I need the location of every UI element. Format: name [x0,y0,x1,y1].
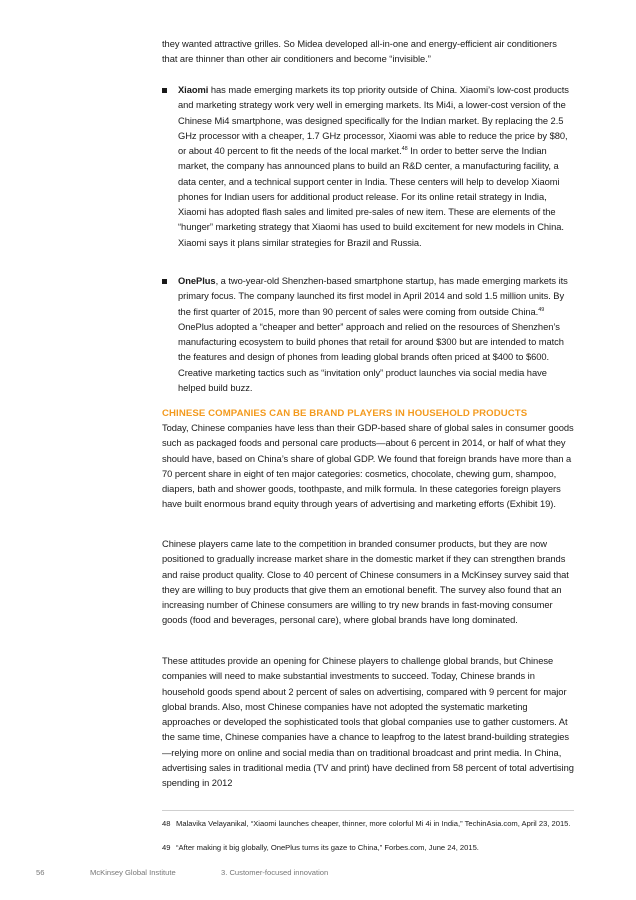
bullet-square-icon [162,88,167,93]
bullet-lead: Xiaomi [178,85,209,95]
footnote-text: “After making it big globally, OnePlus turns its gaze to China,” Forbes.com, June 24, 2015. [176,843,479,852]
bullet-body: has made emerging markets its top priority outside of China. Xiaomi’s low-cost products and marketing strategy work very well in emerging markets. Its Mi4i, a lower-cost version of the Chinese Mi4 smartphone, was designed specifically for the Indian market. By replacing the 2.5 GHz processor with a cheaper, 1.7 GHz processor, Xiaomi was able to reduce the price by $80, or about 40 percent to fit the needs of the local market. [178,85,569,156]
bullet-lead: OnePlus [178,276,216,286]
footnote-ref-49[interactable]: 49 [538,306,545,313]
bullet-square-icon [162,279,167,284]
body-paragraph-3: These attitudes provide an opening for Chinese players to challenge global brands, but Chinese companies will need to make substantial investments to succeed. Today, Chinese brands in household goods spend about 2 percent of sales on advertising, compared with 9 percent for major global brands. Also, most Chinese companies have not adopted the systematic marketing approaches or developed the sophisticated tools that global companies use to gather customers. At the same time, Chinese companies have a chance to leapfrog to the latest brand-building strategies—relying more on online and social media than on traditional broadcast and print media. In China, advertising sales in traditional media (TV and print) have declined from 58 percent of total advertising spending in 2012 [162,656,574,788]
bullet-xiaomi [162,83,574,251]
bullet-text [178,83,574,251]
page-number: 56 [36,868,45,877]
footnote-ref-48[interactable]: 48 [401,146,408,152]
continued-paragraph: they wanted attractive grilles. So Midea developed all-in-one and energy-efficient air conditioners that are thinner than other air conditioners and become “invisible.” [162,39,557,65]
footnote-number: 48 [162,819,171,828]
footnote-text: Malavika Velayanikal, “Xiaomi launches cheaper, thinner, more colorful Mi 4i in India,” TechinAsia.com, April 23, 2015. [176,819,571,828]
section-heading: CHINESE COMPANIES CAN BE BRAND PLAYERS IN HOUSEHOLD PRODUCTS [162,408,528,419]
bullet-oneplus [162,274,574,396]
footer-chapter: 3. Customer-focused innovation [221,868,329,877]
footer-publisher: McKinsey Global Institute [90,868,176,877]
footnote-49 [162,842,574,854]
bullet-body: , a two-year-old Shenzhen-based smartphone startup, has made emerging markets its primary focus. The company launched its first model in April 2014 and sold 1.5 million units. By the first quarter of 2015, more than 90 percent of sales were coming from outside China. [178,276,568,317]
bullet-text [178,274,574,396]
footnote-48 [162,818,574,830]
footnote-divider [162,810,574,811]
bullet-body-continued: In order to better serve the Indian market, the company has announced plans to build an R&D center, a manufacturing facility, a data center, and a technical support center in India. These centers will help to develop Xiaomi phones for Indian users for additional product release. For its online retail strategy in India, Xiaomi has adopted flash sales and limited pre-sales of new item. These are elements of the “hunger” marketing strategy that Xiaomi has used to build excitement for new models in China. Xiaomi says it plans similar strategies for Brazil and Russia. [178,146,564,248]
body-paragraph-2: Chinese players came late to the competition in branded consumer products, but they are now positioned to gradually increase market share in the domestic market if they can strengthen brands and raise product quality. Close to 40 percent of Chinese consumers in a McKinsey survey said that they are willing to buy products that give them an emotional benefit. The survey also found that an increasing number of Chinese consumers are willing to try new brands in fast-moving consumer goods (food and beverages, personal care), where global brands have long dominated. [162,539,569,626]
bullet-body-continued: OnePlus adopted a “cheaper and better” approach and relied on the resources of Shenzhen’s manufacturing ecosystem to build phones that retail for around $300 but are intended to match the features and design of phones from leading global brands often priced at $400 to $600. Creative marketing tactics such as “invitation only” product launches via social media have helped build buzz. [178,321,564,393]
footnote-number: 49 [162,843,171,852]
body-paragraph-1: Today, Chinese companies have less than their GDP-based share of global sales in consumer goods such as packaged foods and personal care products—about 6 percent in 2014, or half of what they should have, based on China’s share of global GDP. We found that foreign brands have more than a 70 percent share in eight of ten major categories: cosmetics, chocolate, chewing gum, shampoo, diapers, bath and shower goods, toothpaste, and milk formula. In these categories foreign players have built enormous brand equity through years of advertising and marketing efforts (Exhibit 19). [162,423,574,510]
